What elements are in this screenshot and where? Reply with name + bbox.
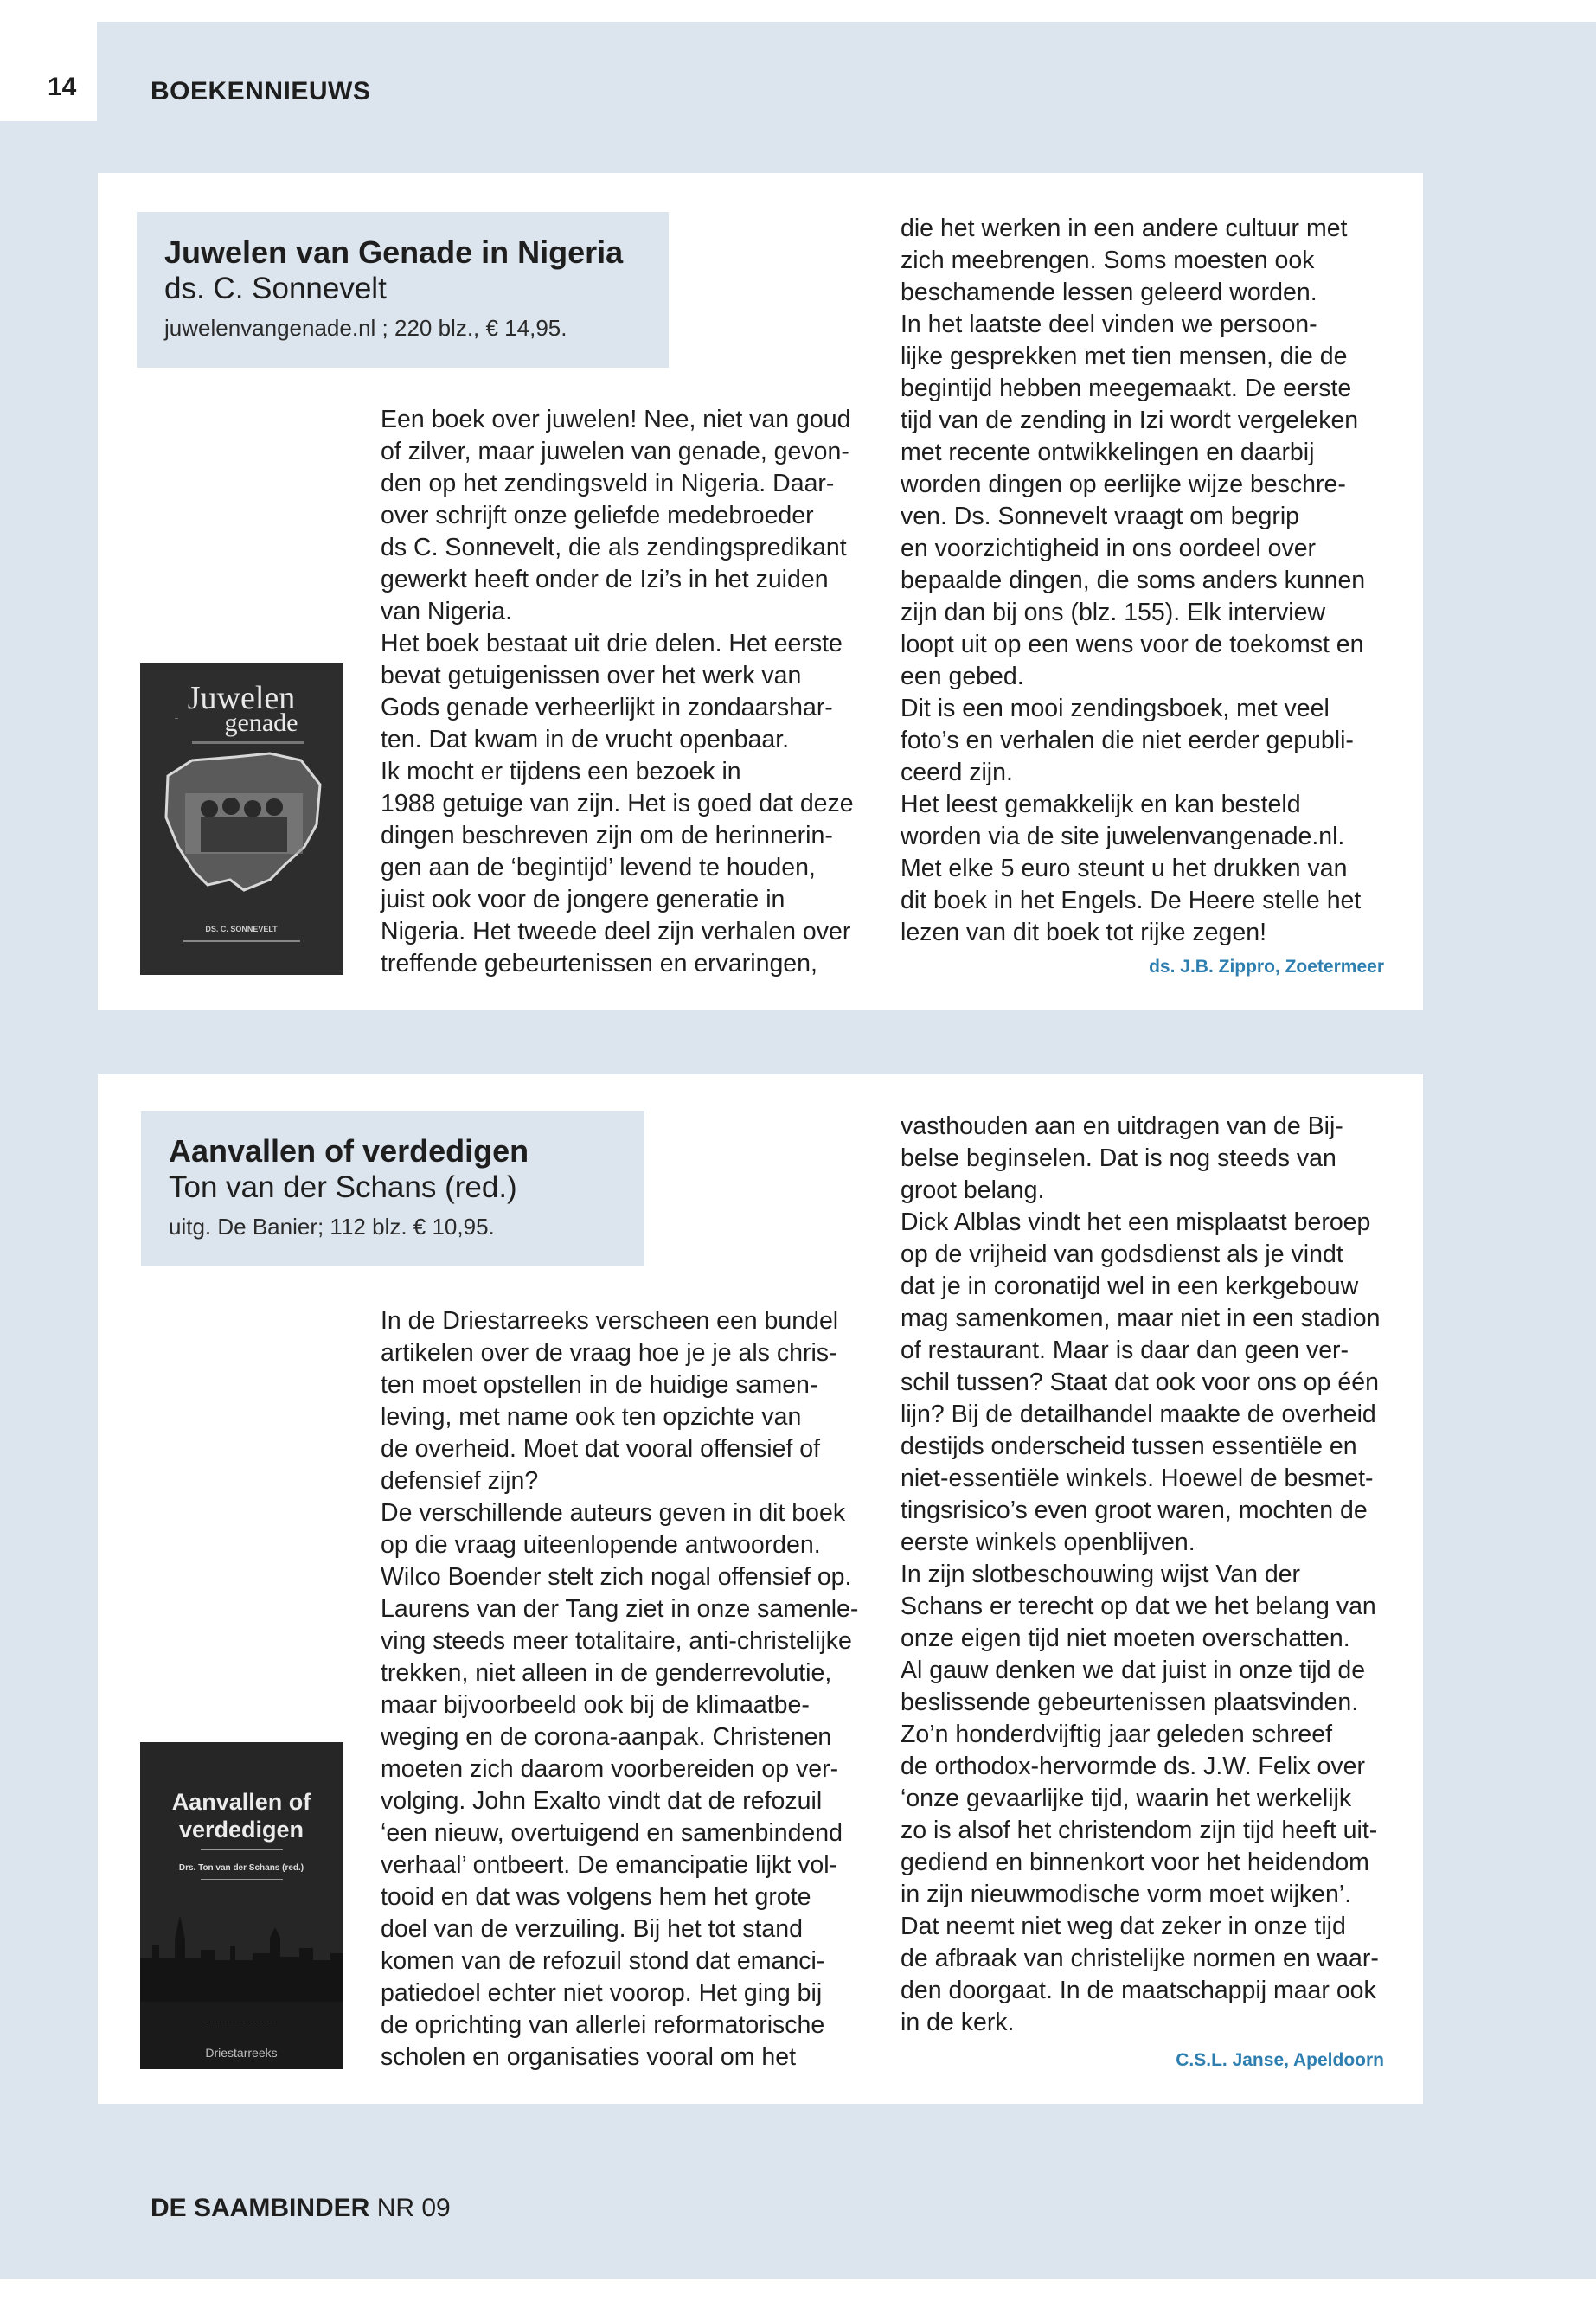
text-line: of restaurant. Maar is daar dan geen ver- bbox=[901, 1336, 1349, 1364]
text-line: ‘een nieuw, overtuigend en samenbindend bbox=[381, 1819, 843, 1847]
text-line: den doorgaat. In de maatschappij maar ook bbox=[901, 1977, 1376, 2004]
text-line: onze eigen tijd niet moeten overschatten. bbox=[901, 1625, 1350, 1652]
text-line: moeten zich daarom voorbereiden op ver- bbox=[381, 1755, 839, 1783]
text-line: komen van de refozuil stond dat emanci- bbox=[381, 1947, 825, 1975]
book-title: Juwelen van Genade in Nigeria bbox=[164, 234, 624, 270]
text-line: artikelen over de vraag hoe je je als chris- bbox=[381, 1339, 837, 1367]
page-footer bbox=[151, 2194, 451, 2223]
review-header bbox=[137, 212, 669, 368]
text-line: ten. Dat kwam in de vrucht openbaar. bbox=[381, 726, 790, 753]
text-line: 1988 getuige van zijn. Het is goed dat deze bbox=[381, 790, 854, 817]
book-cover-image bbox=[140, 663, 343, 975]
text-line: die het werken in een andere cultuur met bbox=[901, 215, 1348, 242]
cover-title-line1: Aanvallen of bbox=[171, 1789, 311, 1815]
review-card-aanvallen bbox=[98, 1074, 1423, 2104]
text-line: destijds onderscheid tussen essentiële en bbox=[901, 1433, 1357, 1460]
text-line: of zilver, maar juwelen van genade, gevon- bbox=[381, 438, 849, 465]
text-line: de oprichting van allerlei reformatorische bbox=[381, 2011, 825, 2039]
cover-title-line1: Juwelen bbox=[187, 680, 296, 716]
text-line: Dat neemt niet weg dat zeker in onze tijd bbox=[901, 1913, 1346, 1940]
book-cover-art bbox=[140, 1742, 343, 2069]
text-line: tijd van de zending in Izi wordt vergeleken bbox=[901, 407, 1359, 434]
text-line: Laurens van der Tang ziet in onze samenle- bbox=[381, 1595, 859, 1623]
text-line: lezen van dit boek tot rijke zegen! bbox=[901, 919, 1267, 946]
text-line: Dick Alblas vindt het een misplaatst beroep bbox=[901, 1208, 1371, 1236]
magazine-name: DE SAAMBINDER bbox=[151, 2194, 370, 2222]
review-text-column-right bbox=[901, 1111, 1380, 2039]
text-line: beslissende gebeurtenissen plaatsvinden. bbox=[901, 1689, 1359, 1716]
text-line: mag samenkomen, maar niet in een stadion bbox=[901, 1304, 1381, 1332]
text-line: en voorzichtigheid in ons oordeel over bbox=[901, 535, 1317, 562]
text-line: Wilco Boender stelt zich nogal offensief op. bbox=[381, 1563, 852, 1591]
text-line: Zo’n honderdvijftig jaar geleden schreef bbox=[901, 1721, 1333, 1748]
text-line: Ik mocht er tijdens een bezoek in bbox=[381, 758, 741, 785]
text-line: dingen beschreven zijn om de herinnerin- bbox=[381, 822, 833, 849]
book-author: ds. C. Sonnevelt bbox=[164, 272, 387, 305]
text-line: lijke gesprekken met tien mensen, die de bbox=[901, 343, 1348, 370]
text-line: ‘onze gevaarlijke tijd, waarin het werkelijk bbox=[901, 1785, 1352, 1812]
text-line: lijn? Bij de detailhandel maakte de overheid bbox=[901, 1400, 1376, 1428]
review-header bbox=[141, 1111, 644, 1266]
text-line: in de kerk. bbox=[901, 2009, 1015, 2036]
svg-text:~~~~~~~~~~~~~~~~~~~~: ~~~~~~~~~~~~~~~~~~~~ bbox=[206, 2020, 277, 2026]
text-line: gediend en binnenkort voor het heidendom bbox=[901, 1849, 1369, 1876]
page-number: 14 bbox=[48, 73, 77, 101]
text-line: scholen en organisaties vooral om het bbox=[381, 2043, 797, 2071]
text-line: Gods genade verheerlijkt in zondaarshar- bbox=[381, 694, 833, 721]
text-line: tooid en dat was volgens hem het grote bbox=[381, 1883, 811, 1911]
text-line: zijn dan bij ons (blz. 155). Elk interview bbox=[901, 599, 1326, 626]
text-line: loopt uit op een wens voor de toekomst en bbox=[901, 631, 1364, 658]
text-line: ven. Ds. Sonnevelt vraagt om begrip bbox=[901, 503, 1299, 530]
svg-text:~: ~ bbox=[175, 716, 179, 722]
text-line: gen aan de ‘begintijd’ levend te houden, bbox=[381, 854, 816, 881]
page-number-box bbox=[0, 0, 97, 121]
text-line: zich meebrengen. Soms moesten ook bbox=[901, 247, 1315, 274]
text-line: Dit is een mooi zendingsboek, met veel bbox=[901, 695, 1330, 722]
text-line: zo is alsof het christendom zijn tijd heeft uit- bbox=[901, 1817, 1378, 1844]
text-line: Een boek over juwelen! Nee, niet van goud bbox=[381, 406, 851, 433]
review-text-column-right bbox=[901, 213, 1365, 949]
text-line: verhaal’ ontbeert. De emancipatie lijkt vol- bbox=[381, 1851, 838, 1879]
text-line: de orthodox-hervormde ds. J.W. Felix over bbox=[901, 1753, 1365, 1780]
text-line: de overheid. Moet dat vooral offensief of bbox=[381, 1435, 821, 1463]
text-line: worden dingen op eerlijke wijze beschre- bbox=[901, 471, 1346, 498]
text-line: In het laatste deel vinden we persoon- bbox=[901, 311, 1317, 338]
text-line: patiedoel echter niet voorop. Het ging bij bbox=[381, 1979, 823, 2007]
text-line: een gebed. bbox=[901, 663, 1024, 690]
text-line: dat je in coronatijd wel in een kerkgebouw bbox=[901, 1272, 1359, 1300]
text-line: trekken, niet alleen in de genderrevolutie, bbox=[381, 1659, 832, 1687]
text-line: beschamende lessen geleerd worden. bbox=[901, 279, 1317, 306]
text-line: met recente ontwikkelingen en daarbij bbox=[901, 439, 1315, 466]
text-line: Het leest gemakkelijk en kan besteld bbox=[901, 791, 1301, 818]
text-line: in zijn nieuwmodische vorm moet wijken’. bbox=[901, 1881, 1352, 1908]
text-line: den op het zendingsveld in Nigeria. Daar- bbox=[381, 470, 835, 497]
text-line: In zijn slotbeschouwing wijst Van der bbox=[901, 1561, 1301, 1588]
text-line: doel van de verzuiling. Bij het tot stand bbox=[381, 1915, 803, 1943]
text-line: ving steeds meer totalitaire, anti-christelijke bbox=[381, 1627, 852, 1655]
review-text-column-left bbox=[381, 404, 854, 980]
text-line: defensief zijn? bbox=[381, 1467, 539, 1495]
cover-title-line2: verdedigen bbox=[178, 1817, 304, 1843]
text-line: juist ook voor de jongere generatie in bbox=[381, 886, 785, 913]
reviewer-signature: ds. J.B. Zippro, Zoetermeer bbox=[1149, 957, 1384, 977]
text-line: In de Driestarreeks verscheen een bundel bbox=[381, 1307, 839, 1335]
text-line: maar bijvoorbeeld ook bij de klimaatbe- bbox=[381, 1691, 810, 1719]
text-line: bevat getuigenissen over het werk van bbox=[381, 662, 802, 689]
text-line: dit boek in het Engels. De Heere stelle het bbox=[901, 887, 1362, 914]
text-line: De verschillende auteurs geven in dit boek bbox=[381, 1499, 846, 1527]
cover-title-line2: genade bbox=[224, 708, 298, 737]
book-title: Aanvallen of verdedigen bbox=[169, 1133, 529, 1169]
review-card-juwelen bbox=[98, 173, 1423, 1010]
cover-series-logo: Driestarreeks bbox=[205, 2046, 278, 2060]
text-line: begintijd hebben meegemaakt. De eerste bbox=[901, 375, 1352, 402]
text-line: van Nigeria. bbox=[381, 598, 513, 625]
text-line: over schrijft onze geliefde medebroeder bbox=[381, 502, 814, 529]
issue-number: NR 09 bbox=[369, 2194, 451, 2222]
text-line: schil tussen? Staat dat ook voor ons op één bbox=[901, 1368, 1379, 1396]
cover-author: DS. C. SONNEVELT bbox=[205, 925, 278, 933]
text-line: bepaalde dingen, die soms anders kunnen bbox=[901, 567, 1366, 594]
text-line: eerste winkels openblijven. bbox=[901, 1529, 1195, 1556]
text-line: treffende gebeurtenissen en ervaringen, bbox=[381, 950, 817, 977]
section-title: BOEKENNIEUWS bbox=[151, 77, 371, 106]
text-line: op die vraag uiteenlopende antwoorden. bbox=[381, 1531, 821, 1559]
text-line: Schans er terecht op dat we het belang van bbox=[901, 1593, 1376, 1620]
book-publication-info: juwelenvangenade.nl ; 220 blz., € 14,95. bbox=[164, 315, 567, 341]
text-line: belse beginselen. Dat is nog steeds van bbox=[901, 1144, 1336, 1172]
book-publication-info: uitg. De Banier; 112 blz. € 10,95. bbox=[169, 1214, 495, 1240]
text-line: tingsrisico’s even groot waren, mochten de bbox=[901, 1497, 1368, 1524]
text-line: weging en de corona-aanpak. Christenen bbox=[381, 1723, 832, 1751]
text-line: vasthouden aan en uitdragen van de Bij- bbox=[901, 1112, 1343, 1140]
text-line: Het boek bestaat uit drie delen. Het eerste bbox=[381, 630, 843, 657]
text-line: foto’s en verhalen die niet eerder gepubli- bbox=[901, 727, 1354, 754]
text-line: volging. John Exalto vindt dat de refozuil bbox=[381, 1787, 823, 1815]
text-line: Met elke 5 euro steunt u het drukken van bbox=[901, 855, 1348, 882]
text-line: op de vrijheid van godsdienst als je vindt bbox=[901, 1240, 1343, 1268]
text-line: Al gauw denken we dat juist in onze tijd de bbox=[901, 1657, 1366, 1684]
reviewer-signature: C.S.L. Janse, Apeldoorn bbox=[1176, 2050, 1384, 2070]
review-text-column-left bbox=[381, 1305, 858, 2073]
text-line: gewerkt heeft onder de Izi’s in het zuiden bbox=[381, 566, 829, 593]
book-author: Ton van der Schans (red.) bbox=[169, 1170, 517, 1204]
text-line: ds C. Sonnevelt, die als zendingspredikant bbox=[381, 534, 847, 561]
text-line: Nigeria. Het tweede deel zijn verhalen over bbox=[381, 918, 851, 945]
text-line: ten moet opstellen in de huidige samen- bbox=[381, 1371, 818, 1399]
book-cover-image bbox=[140, 1742, 343, 2069]
text-line: niet-essentiële winkels. Hoewel de besmet- bbox=[901, 1465, 1374, 1492]
book-cover-art bbox=[140, 663, 343, 975]
text-line: de afbraak van christelijke normen en waar- bbox=[901, 1945, 1379, 1972]
text-line: leving, met name ook ten opzichte van bbox=[381, 1403, 802, 1431]
text-line: worden via de site juwelenvangenade.nl. bbox=[901, 823, 1345, 850]
cover-author: Drs. Ton van der Schans (red.) bbox=[178, 1863, 304, 1873]
text-line: ceerd zijn. bbox=[901, 759, 1013, 786]
text-line: groot belang. bbox=[901, 1176, 1045, 1204]
